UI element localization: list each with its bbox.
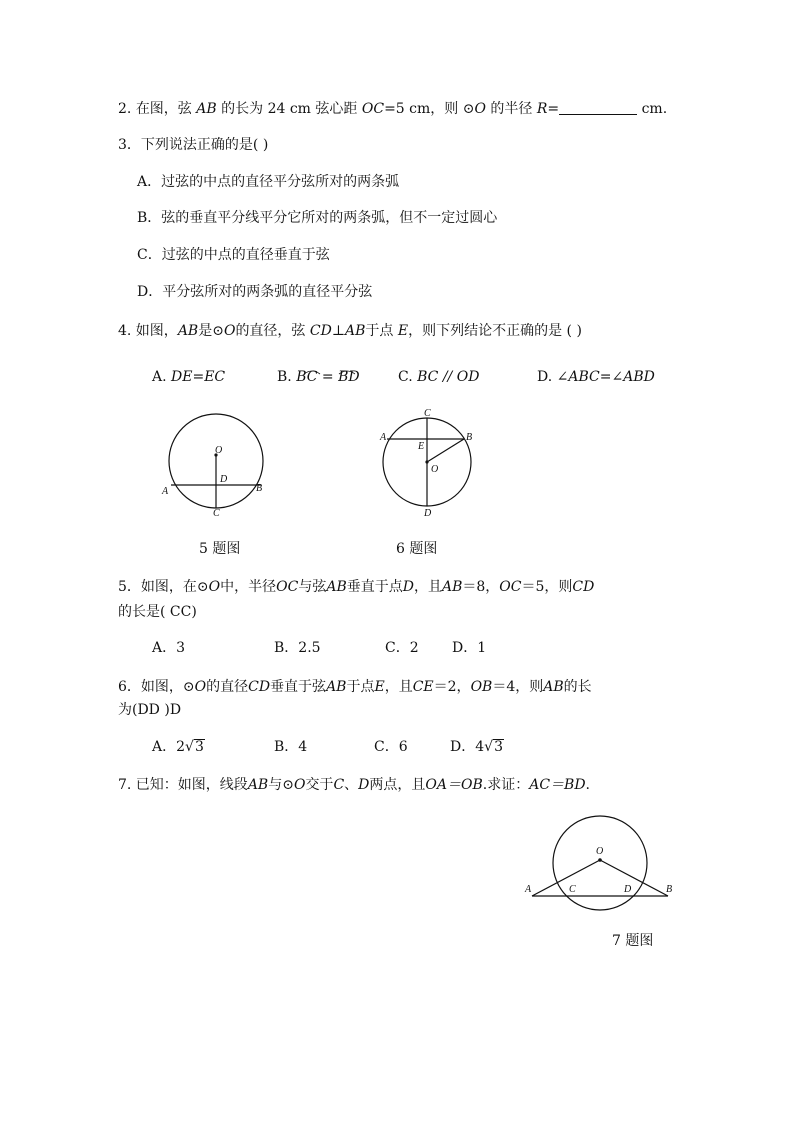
q6-option-b: B．4 — [274, 739, 308, 755]
question-6-line-2: 为(DD )D — [118, 702, 182, 718]
fig5-label-c: C — [213, 508, 220, 519]
sqrt-symbol: √ — [185, 739, 194, 755]
arc-marks — [299, 366, 369, 376]
q3-option-b: B．弦的垂直平分线平分它所对的两条弧，但不一定过圆心 — [137, 210, 498, 226]
fig7-label-o: O — [596, 846, 604, 857]
fig6-label-c: C — [424, 408, 431, 419]
figure-5-caption: 5 题图 — [199, 541, 241, 557]
fig7-label-b: B — [666, 884, 673, 895]
fig6-label-d: D — [424, 508, 432, 519]
fig6-label-e: E — [418, 441, 425, 452]
figure-7-caption: 7 题图 — [612, 933, 654, 949]
figure-5-diagram — [160, 405, 280, 520]
q5-option-b: B．2.5 — [274, 640, 321, 656]
fig7-label-c: C — [569, 884, 576, 895]
q4-option-a: A. DE=EC — [152, 369, 226, 385]
figure-7-diagram — [520, 810, 680, 920]
sqrt-symbol: √ — [484, 739, 494, 755]
q2-number: 2. — [118, 101, 132, 117]
fig7-label-d: D — [624, 884, 632, 895]
question-5-line-1: 5．如图，在⊙O中，半径OC与弦AB垂直于点D，且AB＝8，OC＝5，则CD — [118, 579, 595, 595]
figure-6-caption: 6 题图 — [396, 541, 438, 557]
q5-option-d: D．1 — [452, 640, 487, 656]
fig6-label-a: A — [380, 432, 387, 443]
question-3-stem: 3．下列说法正确的是( ) — [118, 137, 269, 153]
q6-option-d: D．4√3 — [450, 739, 503, 755]
fig5-label-b: B — [256, 483, 263, 494]
figure-6-diagram — [375, 405, 485, 520]
q5-option-c: C．2 — [385, 640, 419, 656]
q3-option-d: D．平分弦所对的两条弧的直径平分弦 — [137, 284, 373, 300]
answer-blank — [559, 100, 637, 115]
q4-option-d: D. ∠ABC=∠ABD — [537, 369, 655, 385]
fig6-label-o: O — [431, 464, 439, 475]
question-7: 7. 已知：如图，线段AB与⊙O交于C、D两点，且OA＝OB.求证：AC＝BD. — [118, 777, 590, 793]
q6-option-a: A．2√3 — [152, 739, 204, 755]
q5-option-a: A．3 — [152, 640, 186, 656]
fig7-label-a: A — [525, 884, 532, 895]
q4-option-c: C. BC // OD — [398, 369, 480, 385]
q3-option-a: A．过弦的中点的直径平分弦所对的两条弧 — [137, 174, 400, 190]
circle-symbol: ⊙ — [462, 101, 475, 117]
question-6-line-1: 6．如图，⊙O的直径CD垂直于弦AB于点E，且CE＝2，OB＝4，则AB的长 — [118, 679, 592, 695]
question-2: 2. 在图，弦 AB 的长为 24 cm 弦心距 OC=5 cm，则 ⊙O 的半径 R= cm. — [118, 101, 668, 117]
question-5-line-2: 的长是( CC) — [118, 604, 197, 620]
fig6-label-b: B — [466, 432, 473, 443]
fig5-label-a: A — [162, 486, 169, 497]
q3-option-c: C．过弦的中点的直径垂直于弦 — [137, 247, 330, 263]
q6-option-c: C．6 — [374, 739, 408, 755]
q4-option-b: B. BC = BD — [277, 367, 360, 387]
question-4-stem: 4. 如图，AB是⊙O的直径，弦 CD⊥AB于点 E，则下列结论不正确的是 ( ) — [118, 323, 582, 339]
fig5-label-d: D — [220, 474, 228, 485]
fig5-label-o: O — [215, 445, 223, 456]
